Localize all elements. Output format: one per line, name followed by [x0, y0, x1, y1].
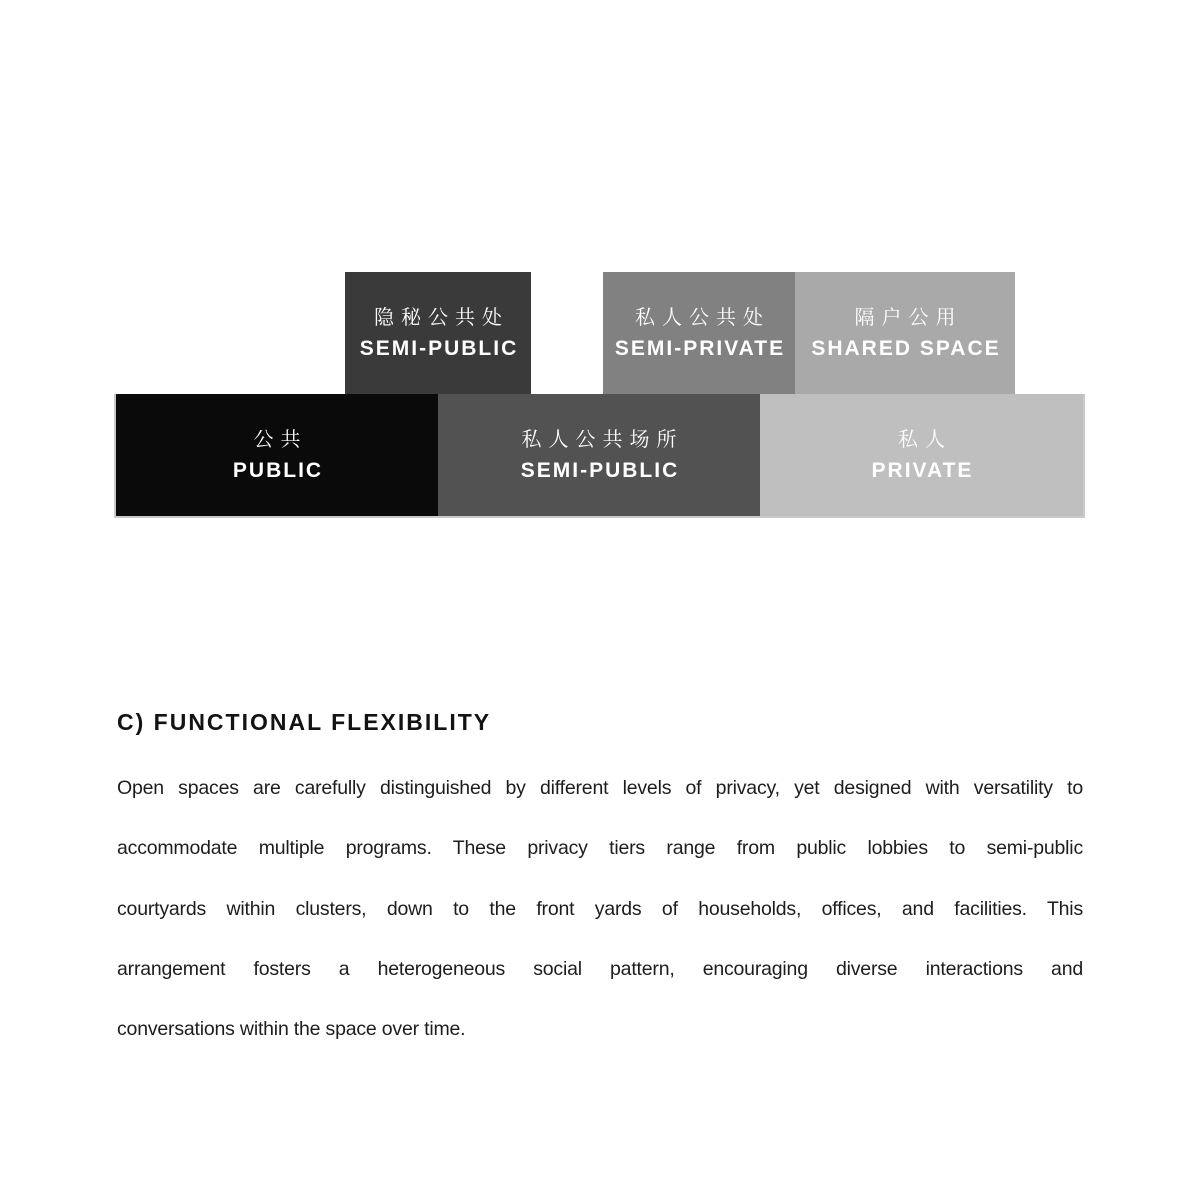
paragraph-line: conversations within the space over time. [117, 1018, 466, 1041]
block-shared-space [795, 272, 1015, 394]
block-semi-public-lower [438, 394, 760, 516]
block-label-english: SHARED SPACE [811, 337, 1001, 360]
body-paragraph [117, 758, 1083, 1059]
paragraph-line: arrangement fosters a heterogeneous social pattern, encouraging diverse interactions and [117, 957, 1083, 980]
block-label-english: PUBLIC [232, 459, 324, 482]
block-label-chinese: 隔户公用 [854, 307, 963, 329]
block-label-english: PRIVATE [871, 459, 974, 482]
block-label-english: SEMI-PUBLIC [520, 459, 680, 482]
block-semi-public-upper [345, 272, 531, 394]
paragraph-line: accommodate multiple programs. These privacy tiers range from public lobbies to semi-public [117, 837, 1083, 860]
block-semi-private [603, 272, 795, 394]
paragraph-line: Open spaces are carefully distinguished by different levels of privacy, yet designed with versatility to [117, 777, 1083, 799]
paragraph-line: courtyards within clusters, down to the front yards of households, offices, and facilities. This [117, 897, 1083, 920]
block-label-chinese: 私人公共场所 [521, 429, 684, 451]
block-label-chinese: 私人 [898, 429, 952, 451]
block-label-english: SEMI-PUBLIC [359, 337, 519, 360]
block-label-chinese: 公共 [253, 429, 308, 451]
block-public [116, 394, 438, 516]
block-label-chinese: 隐秘公共处 [374, 307, 509, 329]
block-label-chinese: 私人公共处 [635, 307, 770, 329]
section-heading: C) FUNCTIONAL FLEXIBILITY [117, 709, 492, 735]
block-private [760, 394, 1083, 516]
block-label-english: SEMI-PRIVATE [614, 337, 786, 360]
